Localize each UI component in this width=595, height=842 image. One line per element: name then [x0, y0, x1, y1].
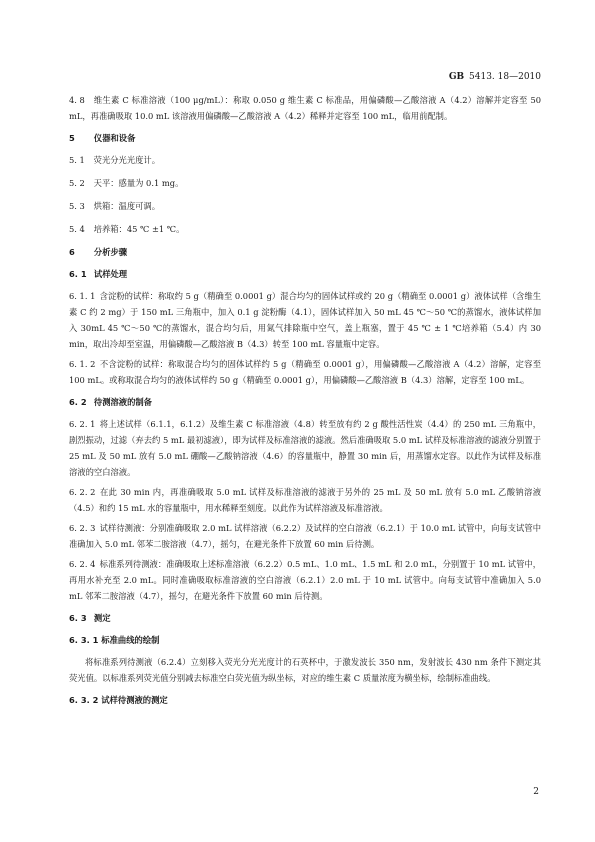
clause-6-2-4: 6. 2. 4 标准系列待测液：准确吸取上述标准溶液（6.2.2）0.5 mL、1.0 mL、1.5 mL 和 2.0 mL，分别置于 10 mL 试管中，再用水补充至 2.0 mL。同时准确吸取标准溶液的空白溶液（6.2.1）2.0 mL 于 10 mL 试管中。向每支试管中准确加入 5.0 mL 邻苯二胺溶液（4.7），摇匀，在避光条件下放置 60 min 后待测。: [69, 559, 541, 601]
section-6-heading: 6 分析步骤: [69, 247, 128, 257]
clause-6-1-1: 6. 1. 1 含淀粉的试样：称取约 5 g（精确至 0.0001 g）混合均匀的固体试样或约 20 g（精确至 0.0001 g）液体试样（含维生素 C 约 2 mg）于 150 mL 三角瓶中，加入 0.1 g 淀粉酶（4.1），固体试样加入 50 mL 45 ℃～50 ℃的蒸馏水，液体试样加入 30mL 45 ℃～50 ℃的蒸馏水，混合均匀后，用氮气排除瓶中空气，盖上瓶塞，置于 45 ℃ ± 1 ℃培养箱（5.4）内 30 min，取出冷却至室温，用偏磷酸—乙酸溶液 B（4.3）转至 100 mL 容量瓶中定容。: [69, 291, 541, 349]
clause-5-2: 5. 2 天平：感量为 0.1 mg。: [69, 178, 184, 188]
section-6-2-heading: 6. 2 待测溶液的制备: [69, 397, 152, 407]
clause-4-8: 4. 8 维生素 C 标准溶液（100 μg/mL）：称取 0.050 g 维生素 C 标准品，用偏磷酸—乙酸溶液 A（4.2）溶解并定容至 50 mL，再准确吸取 10.0 mL 该溶液用偏磷酸—乙酸溶液 A（4.2）稀释并定容至 100 mL，临用前配制。: [69, 95, 541, 121]
clause-6-2-1: 6. 2. 1 将上述试样（6.1.1，6.1.2）及维生素 C 标准溶液（4.8）转至放有约 2 g 酸性活性炭（4.4）的 250 mL 三角瓶中，剧烈振动，过滤（弃去约 5 mL 最初滤液），即为试样及标准溶液的滤液。然后准确吸取 5.0 mL 试样及标准溶液的滤液分别置于 25 mL 及 50 mL 放有 5.0 mL 硼酸—乙酸钠溶液（4.6）的容量瓶中，静置 30 min 后，用蒸馏水定容。以此作为试样及标准溶液的空白溶液。: [69, 419, 541, 477]
page-number: 2: [533, 787, 539, 797]
clause-6-2-2: 6. 2. 2 在此 30 min 内，再准确吸取 5.0 mL 试样及标准溶液的滤液于另外的 25 mL 及 50 mL 放有 5.0 mL 乙酸钠溶液（4.5）和约 15 mL 水的容量瓶中，用水稀释至刻度。以此作为试样溶液及标准溶液。: [69, 487, 541, 513]
section-5-heading: 5 仪器和设备: [69, 133, 136, 143]
standard-prefix: GB: [448, 72, 465, 82]
section-6-3-2-heading: 6. 3. 2 试样待测液的测定: [69, 695, 168, 705]
standard-number: 5413. 18—2010: [469, 72, 541, 82]
section-6-3-1-heading: 6. 3. 1 标准曲线的绘制: [69, 635, 160, 645]
clause-6-2-3: 6. 2. 3 试样待测液：分别准确吸取 2.0 mL 试样溶液（6.2.2）及试样的空白溶液（6.2.1）于 10.0 mL 试管中，向每支试管中准确加入 5.0 mL 邻苯二胺溶液（4.7），摇匀，在避光条件下放置 60 min 后待测。: [69, 523, 541, 549]
clause-5-1: 5. 1 荧光分光光度计。: [69, 155, 161, 165]
clause-6-1-2: 6. 1. 2 不含淀粉的试样：称取混合均匀的固体试样约 5 g（精确至 0.0001 g），用偏磷酸—乙酸溶液 A（4.2）溶解，定容至 100 mL。或称取混合均匀的液体试样约 50 g（精确至 0.0001 g），用偏磷酸—乙酸溶液 B（4.3）溶解，定容至 100 mL。: [69, 359, 541, 385]
clause-5-3: 5. 3 烘箱：温度可调。: [69, 201, 161, 211]
standard-code: [449, 72, 541, 82]
section-6-1-heading: 6. 1 试样处理: [69, 269, 128, 279]
section-6-3-heading: 6. 3 测定: [69, 613, 111, 623]
clause-6-3-1-body: 将标准系列待测液（6.2.4）立刻移入荧光分光光度计的石英杯中，于激发波长 350 nm，发射波长 430 nm 条件下测定其荧光值。以标准系列荧光值分别减去标准空白荧光值为纵坐标，对应的维生素 C 质量浓度为横坐标，绘制标准曲线。: [69, 657, 541, 683]
document-body: [69, 92, 541, 714]
clause-5-4: 5. 4 培养箱：45 ℃ ±1 ℃。: [69, 224, 185, 234]
